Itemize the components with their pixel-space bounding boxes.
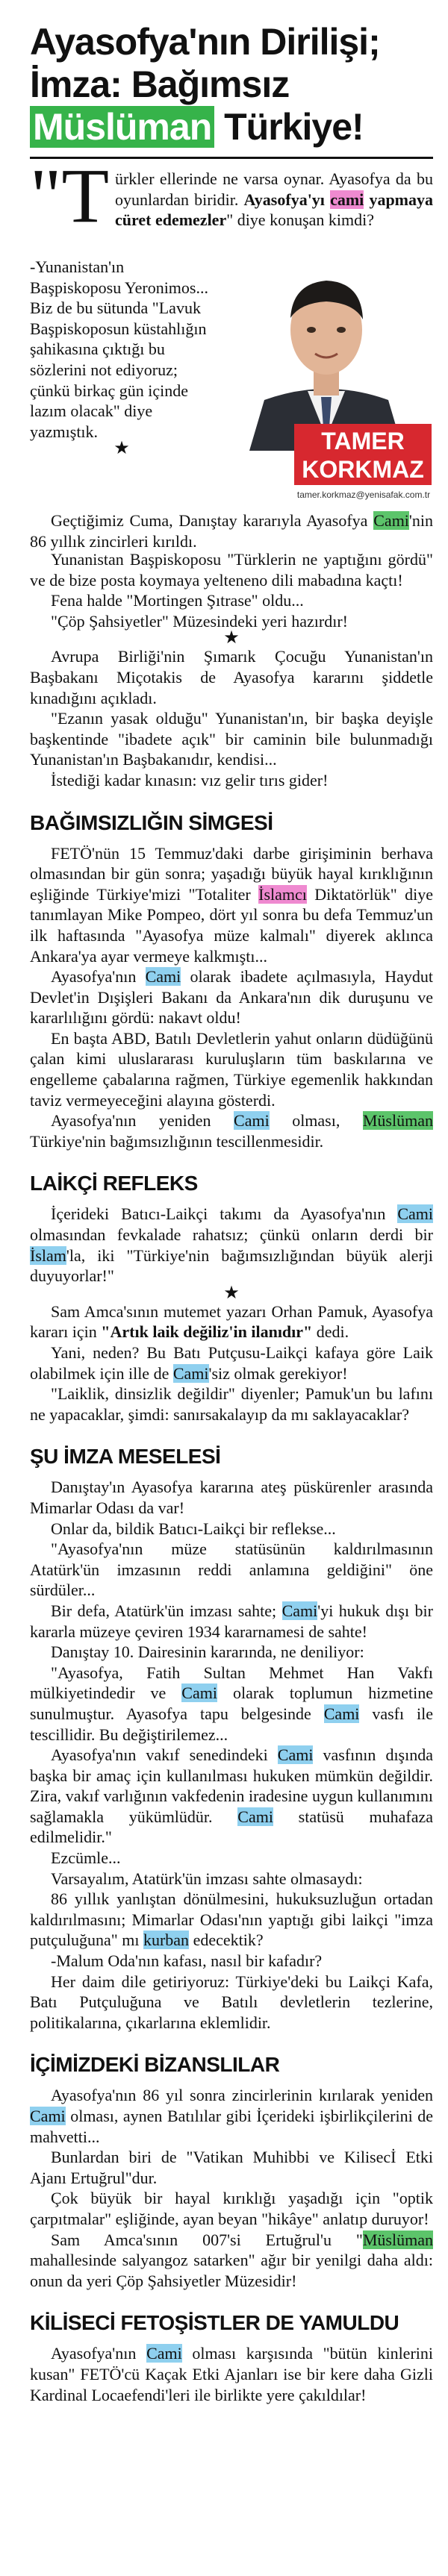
body-paragraph: Her daim dile getiriyoruz: Türkiye'deki bu Laikçi Kafa, Batı Putçuluğuna ve Batılı devletlerin tezlerine, politikalarına, çıkarlarına eklemlidir.: [30, 1972, 433, 2032]
separator-star: ★: [113, 439, 130, 459]
headline-line-3-rest: Türkiye!: [214, 106, 364, 148]
author-first-name: TAMER: [321, 428, 405, 454]
headline-line-2: İmza: Bağımsız: [30, 63, 290, 105]
body-paragraph: Ayasofya'nın 86 yıl sonra zincirlerinin kırılarak yeniden Cami olması, aynen Batılılar gibi İçerideki işbirlikçilerini de mahvetti...: [30, 2086, 433, 2146]
author-email: tamer.korkmaz@yenisafak.com.tr: [296, 490, 431, 500]
body-paragraph: Ayasofya'nın vakıf senedindeki Cami vasfının dışında başka bir amaç için kullanılması hukuken mümkün değildir. Zira, vakıf varlığının vakfedenin iradesine uygun kullanımını sağlamakla yükümlüdür. Cami statüsü muhafaza edilmelidir.": [30, 1745, 433, 1847]
body-paragraph: "Çöp Şahsiyetler" Müzesindeki yeri hazırdır!: [51, 611, 348, 631]
headline-line-3: [30, 106, 433, 149]
body-paragraph: Varsayalım, Atatürk'ün imzası sahte olmasaydı:: [51, 1869, 363, 1888]
body-paragraph: Danıştay'ın Ayasofya kararına ateş püskürenler arasında Mimarlar Odası da var!: [30, 1478, 433, 1517]
subheading: LAİKÇİ REFLEKS: [30, 1172, 198, 1195]
body-paragraph: Fena halde "Mortingen Şıtrase" oldu...: [51, 591, 304, 610]
body-paragraph: Ezcümle...: [51, 1848, 121, 1868]
body-paragraph: Ayasofya'nın Cami olması karşısında "bütün kinlerini kusan" FETÖ'cü Kaçak Etki Ajanları ise bir kere daha Gizli Kardinal Locaefendi'leri ile birlikte yere çakıldılar!: [30, 2344, 433, 2404]
body-paragraph: "Ayasofya, Fatih Sultan Mehmet Han Vakfı mülkiyetindedir ve Cami olarak toplumun hizmetine sunulmuştur. Ayasofya tapu belgesinde Cami vasfı ile tescillidir. Bu değiştirilemez...: [30, 1663, 433, 1744]
author-last-name: KORKMAZ: [302, 456, 424, 483]
subheading: ŞU İMZA MESELESİ: [30, 1445, 221, 1469]
body-paragraph: Danıştay 10. Dairesinin kararında, ne deniliyor:: [51, 1642, 364, 1662]
body-paragraph: Avrupa Birliği'nin Şımarık Çocuğu Yunanistan'ın Başbakanı Miçotakis de Ayasofya kararını şiddetle kınadığını açıkladı.: [30, 647, 433, 707]
body-paragraph: Onlar da, bildik Batıcı-Laikçi bir reflekse...: [51, 1519, 336, 1538]
body-paragraph: FETÖ'nün 15 Temmuz'daki darbe girişiminin berhava olmasından bir gün sonra; yaşadığı büyük hayal kırıklığının eşliğinde Türkiye'mizi "Totaliter İslamcı Diktatörlük" diye tanımlayan Mike Pompeo, dört yıl sonra bu defa Temmuz'un ilk haftasında "Ayasofya müze kalmalı" diyerek aklınca Ankara'ya ayar vermeye kalkmıştı...: [30, 843, 433, 966]
body-paragraph: "Laiklik, dinsizlik değildir" diyenler; Pamuk'un bu lafını ne yapacaklar, şimdi: sanırsakalayıp da mı saklayacaklar?: [30, 1384, 433, 1424]
body-paragraph: Yani, neden? Bu Batı Putçusu-Laikçi kafaya göre Laik olabilmek için ille de Cami'siz olmak gerekiyor!: [30, 1343, 433, 1383]
headline-divider: [30, 157, 433, 159]
intro-paragraph-1: "Türkler ellerinde ne varsa oynar. Ayasofya da bu oyunlardan biridir. Ayasofya'yı cami yapmaya cüret edemezler" diye konuşan kimdi?: [30, 169, 433, 231]
author-name-box: [294, 424, 432, 485]
body-paragraph: İstediği kadar kınasın: vız gelir tırıs gider!: [51, 770, 329, 790]
body-paragraph: İçerideki Batıcı-Laikçi takımı da Ayasofya'nın Cami olmasından fevkalade rahatsız; çünkü onların derdi bir İslam'la, iki "Türkiye'nin bağımsızlığından büyük alerji duyuyorlar!": [30, 1204, 433, 1286]
subheading: İÇİMİZDEKİ BİZANSLILAR: [30, 2053, 280, 2077]
body-paragraph: "Ayasofya'nın müze statüsünün kaldırılmasının Atatürk'ün imzasının reddi anlamına geldiğini" öne sürdüler...: [30, 1539, 433, 1600]
body-paragraph: Ayasofya'nın Cami olarak ibadete açılmasıyla, Haydut Devlet'in Dışişleri Bakanı da Ankara'nın dik duruşunu ve kararlılığını gördü: nakavt oldu!: [30, 967, 433, 1028]
intro-paragraph-2: -Yunanistan'ın Başpiskoposu Yeronimos...: [30, 257, 208, 297]
headline-line-1: Ayasofya'nın Dirilişi;: [30, 21, 380, 63]
body-paragraph: Sam Amca'sının 007'si Ertuğrul'u "Müslüman mahallesinde salyangoz satarken" ağır bir yenilgi daha aldı: onun da yeri Çöp Şahsiyetler Müzesidir!: [30, 2230, 433, 2290]
drop-cap: "T: [30, 169, 109, 239]
intro-left-text: [30, 257, 214, 457]
intro-paragraph-3: Biz de bu sütunda "Lavuk Başpiskoposun küstahlığın şahikasına çıktığı bu sözlerini not ediyoruz; çünkü birkaç gün içinde lazım olacak" diye yazmıştık.: [30, 298, 207, 441]
body-paragraph: "Ezanın yasak olduğu" Yunanistan'ın, bir başka deyişle başkentinde "ibadete açık" bir caminin bile bulunmadığı Yunanistan'ın Başbakanıdır, kendisi...: [30, 709, 433, 769]
headline-highlight: Müslüman: [30, 106, 214, 148]
author-photo: [220, 258, 433, 451]
body-paragraph: -Malum Oda'nın kafası, nasıl bir kafadır?: [51, 1951, 323, 1971]
subheading: KİLİSECİ FETOŞİSTLER DE YAMULDU: [30, 2311, 399, 2335]
author-box: [220, 258, 433, 504]
article-body: [30, 169, 433, 2572]
intro-paragraph-4: Geçtiğimiz Cuma, Danıştay kararıyla Ayasofya Cami'nin 86 yıllık zincirleri kırıldı.: [30, 511, 433, 551]
body-paragraph: En başta ABD, Batılı Devletlerin yahut onların düdüğünü çalan kimi uluslararası kuruluşların tüm baskılarına ve engelleme çabalarına rağmen, Türkiye egemenlik hakkından taviz vermeyeceğini alayına gösterdi.: [30, 1028, 433, 1110]
body-paragraph: Çok büyük bir hayal kırıklığı yaşadığı için "optik çarpıtmalar" eşliğinde, ayan beyan "hikâye" anlatıp duruyor!: [30, 2189, 433, 2228]
separator-star: ★: [223, 628, 240, 648]
intro-block: [30, 169, 433, 549]
body-paragraph: Bir defa, Atatürk'ün imzası sahte; Cami'yi hukuk dışı bir kararla müzeye çeviren 1934 kararnamesi de sahte!: [30, 1601, 433, 1641]
headline: [30, 21, 433, 149]
subheading: BAĞIMSIZLIĞIN SİMGESİ: [30, 810, 273, 834]
body-paragraph: Bunlardan biri de "Vatikan Muhibbi ve Kilisecİ Etki Ajanı Ertuğrul"dur.: [30, 2148, 433, 2187]
separator-star: ★: [223, 1283, 240, 1303]
intro-text: [30, 169, 433, 239]
body-paragraph: Ayasofya'nın yeniden Cami olması, Müslüman Türkiye'nin bağımsızlığının tescillenmesidir.: [30, 1111, 433, 1151]
intro-bottom: [30, 510, 433, 551]
body-paragraph: 86 yıllık yanlıştan dönülmesini, hukuksuzluğun ortadan kaldırılmasını; Mimarlar Odası'nın yaptığı gibi laikçi "imza putçuluğuna" mı kurban edecektik?: [30, 1889, 433, 1950]
body-paragraph: Sam Amca'sının mutemet yazarı Orhan Pamuk, Ayasofya kararı için "Artık laik değiliz'in ilanıdır" dedi.: [30, 1301, 433, 1342]
body-paragraph: Yunanistan Başpiskoposu "Türklerin ne yaptığını gördü" ve de bize posta koymaya yelteneno dili mabadına kaçtı!: [30, 550, 433, 590]
